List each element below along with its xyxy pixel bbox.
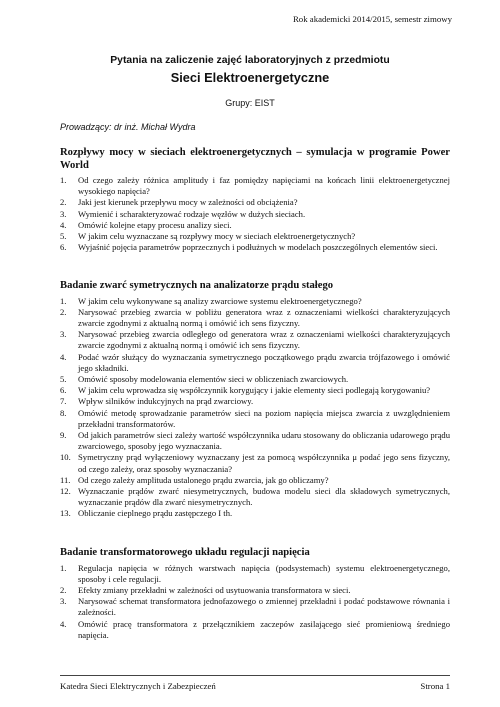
list-item: 6. Wyjaśnić pojęcia parametrów poprzecznych i podłużnych w modelach poszczególnych elementów sieci. (60, 242, 438, 253)
list-item: 2. Narysować przebieg zwarcia w pobliżu generatora wraz z oznaczeniami wielkości charakteryzujących zwarcie zgodnymi z aktualną normą i omówić ich sens fizyczny. (60, 306, 450, 328)
list-item: 6. W jakim celu wprowadza się współczynnik korygujący i jakie elementy sieci podlegają korygowaniu? (60, 385, 431, 396)
list-item: 4. Omówić kolejne etapy procesu analizy sieci. (60, 219, 232, 230)
list-item: 1. W jakim celu wykonywane są analizy zwarciowe systemu elektroenergetycznego? (60, 295, 362, 306)
list-item: 4. Omówić pracę transformatora z przełącznikiem zaczepów zasilającego sieć promieniową średniego napięcia. (60, 618, 450, 640)
list-item: 11. Od czego zależy amplituda ustalonego prądu zwarcia, jak go obliczamy? (60, 474, 329, 485)
list-item: 2. Jaki jest kierunek przepływu mocy w zależności od obciążenia? (60, 197, 298, 208)
section-voltage-regulation (60, 547, 450, 641)
section-heading: Badanie zwarć symetrycznych na analizatorze prądu stałego (60, 280, 334, 291)
list-item: 3. Narysować schemat transformatora jednofazowego o zmiennej przekładni i podać podstawowe równania i zależności. (60, 596, 450, 618)
question-list (60, 296, 450, 520)
list-item: 1. Od czego zależy różnica amplitudy i faz pomiędzy napięciami na końcach linii elektroenergetycznej wysokiego napięcia? (60, 175, 450, 197)
list-item: 8. Omówić metodę sprowadzanie parametrów sieci na poziom napięcia miejsca zwarcia z uwzględnieniem przekładni transformatorów. (60, 407, 450, 429)
list-item: 1. Regulacja napięcia w różnych warstwach napięcia (podsystemach) systemu elektroenergetycznego, sposoby i cele regulacji. (60, 562, 450, 584)
list-item: 4. Podać wzór służący do wyznaczania symetrycznego początkowego prądu zwarcia trójfazowego i omówić jego składniki. (60, 351, 450, 373)
list-item: 3. Narysować przebieg zwarcia odległego od generatora wraz z oznaczeniami wielkości charakteryzujących zwarcie zgodnymi z aktualną normą i omówić ich sens fizyczny. (60, 329, 450, 351)
list-item: 5. Omówić sposoby modelowania elementów sieci w obliczeniach zwarciowych. (60, 373, 349, 384)
footer-department: Katedra Sieci Elektrycznych i Zabezpieczeń (60, 681, 216, 691)
list-item: 12. Wyznaczanie prądów zwarć niesymetrycznych, budowa modelu sieci dla składowych symetrycznych, wyznaczanie prądów dla zwarć niesymetrycznych. (60, 485, 450, 508)
section-power-flow (60, 147, 450, 253)
list-item: 9. Od jakich parametrów sieci zależy wartość współczynnika udaru stosowany do obliczania udarowego prądu zwarciowego, sposoby jego wyznaczania. (60, 429, 450, 452)
section-short-circuit (60, 280, 450, 520)
section-heading: Badanie transformatorowego układu regulacji napięcia (60, 547, 310, 558)
page-title-line1: Pytania na zaliczenie zajęć laboratoryjnych z przedmiotu (110, 55, 390, 66)
list-item: 13. Obliczanie cieplnego prądu zastępczego I th. (60, 508, 233, 519)
groups-label: Grupy: EIST (225, 98, 275, 108)
footer-divider (60, 675, 450, 676)
question-list (60, 563, 450, 641)
list-item: 7. Wpływ silników indukcyjnych na prąd zwarciowy. (60, 396, 254, 407)
lecturer-label: Prowadzący: dr inż. Michał Wydra (60, 122, 196, 132)
list-item: 2. Efekty zmiany przekładni w zależności od usytuowania transformatora w sieci. (60, 584, 351, 595)
list-item: 3. Wymienić i scharakteryzować rodzaje węzłów w dużych sieciach. (60, 208, 306, 219)
list-item: 5. W jakim celu wyznaczane są rozpływy mocy w sieciach elektroenergetycznych? (60, 231, 356, 242)
question-list (60, 175, 450, 253)
page-number: Strona 1 (420, 681, 450, 691)
academic-year: Rok akademicki 2014/2015, semestr zimowy (292, 14, 452, 24)
section-heading: Rozpływy mocy w sieciach elektroenergetycznych – symulacja w programie Power World (60, 147, 450, 171)
page-title-subject: Sieci Elektroenergetyczne (170, 70, 330, 85)
list-item: 10. Symetryczny prąd wyłączeniowy wyznaczany jest za pomocą współczynnika μ podać jego sens fizyczny, od czego zależy, oraz sposoby wyznaczania? (60, 452, 450, 474)
